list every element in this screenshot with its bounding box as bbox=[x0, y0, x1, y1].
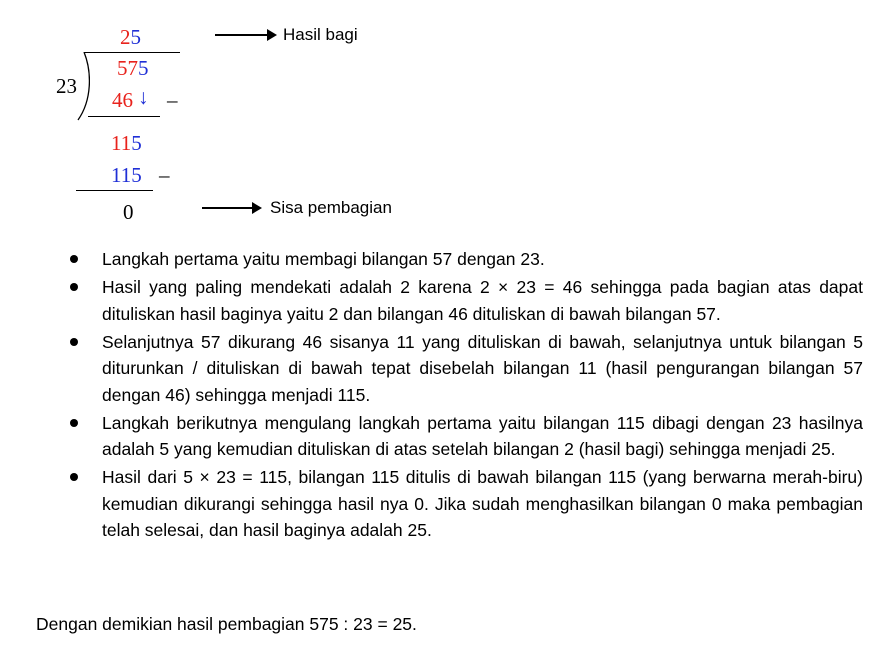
dividend bbox=[117, 56, 149, 80]
steps-list bbox=[68, 246, 863, 545]
quotient-ones: 5 bbox=[130, 25, 141, 49]
list-item: Selanjutnya 57 dikurang 46 sisanya 11 yang dituliskan di bawah, selanjutnya untuk bilangan 5 diturunkan / dituliskan di bawah tepat disebelah bilangan 11 (hasil pengurangan bilangan 57 dengan 46) sehingga menjadi 115. bbox=[68, 329, 863, 409]
minus-sign-2: – bbox=[159, 163, 170, 187]
subtraction-line-2 bbox=[76, 190, 153, 191]
list-item: Hasil yang paling mendekati adalah 2 karena 2 × 23 = 46 sehingga pada bagian atas dapat dituliskan hasil baginya yaitu 2 dan bilangan 46 dituliskan di bawah bilangan 57. bbox=[68, 274, 863, 327]
quotient-arrow-icon bbox=[215, 34, 275, 36]
remainder-arrow-icon bbox=[202, 207, 260, 209]
conclusion-text: Dengan demikian hasil pembagian 575 : 23 = 25. bbox=[36, 614, 417, 634]
list-item: Langkah berikutnya mengulang langkah pertama yaitu bilangan 115 dibagi dengan 23 hasilnya adalah 5 yang kemudian dituliskan di atas setelah bilangan 2 (hasil bagi) sehingga menjadi 25. bbox=[68, 410, 863, 463]
dividend-last-digit: 5 bbox=[138, 56, 149, 80]
quotient-label: Hasil bagi bbox=[283, 25, 358, 44]
second-subtrahend: 115 bbox=[111, 163, 142, 187]
list-item: Hasil dari 5 × 23 = 115, bilangan 115 ditulis di bawah bilangan 115 (yang berwarna merah-biru) kemudian dikurangi sehingga hasil nya 0. Jika sudah menghasilkan bilangan 0 maka pembagian telah selesai, dan hasil baginya adalah 25. bbox=[68, 464, 863, 544]
quotient bbox=[120, 25, 141, 49]
remainder-label: Sisa pembagian bbox=[270, 198, 392, 217]
divisor: 23 bbox=[56, 74, 77, 98]
list-item: Langkah pertama yaitu membagi bilangan 57 dengan 23. bbox=[68, 246, 863, 273]
dividend-first-digits: 57 bbox=[117, 56, 138, 80]
partial-first-digits: 11 bbox=[111, 131, 132, 155]
down-arrow-icon: ↓ bbox=[138, 86, 149, 109]
subtraction-line-1 bbox=[88, 116, 160, 117]
partial-dividend bbox=[111, 131, 142, 155]
first-subtrahend: 46 bbox=[112, 88, 133, 112]
division-bar bbox=[84, 52, 180, 53]
quotient-tens: 2 bbox=[120, 25, 131, 49]
partial-last-digit: 5 bbox=[131, 131, 142, 155]
minus-sign-1: – bbox=[167, 88, 178, 112]
remainder: 0 bbox=[123, 200, 134, 224]
